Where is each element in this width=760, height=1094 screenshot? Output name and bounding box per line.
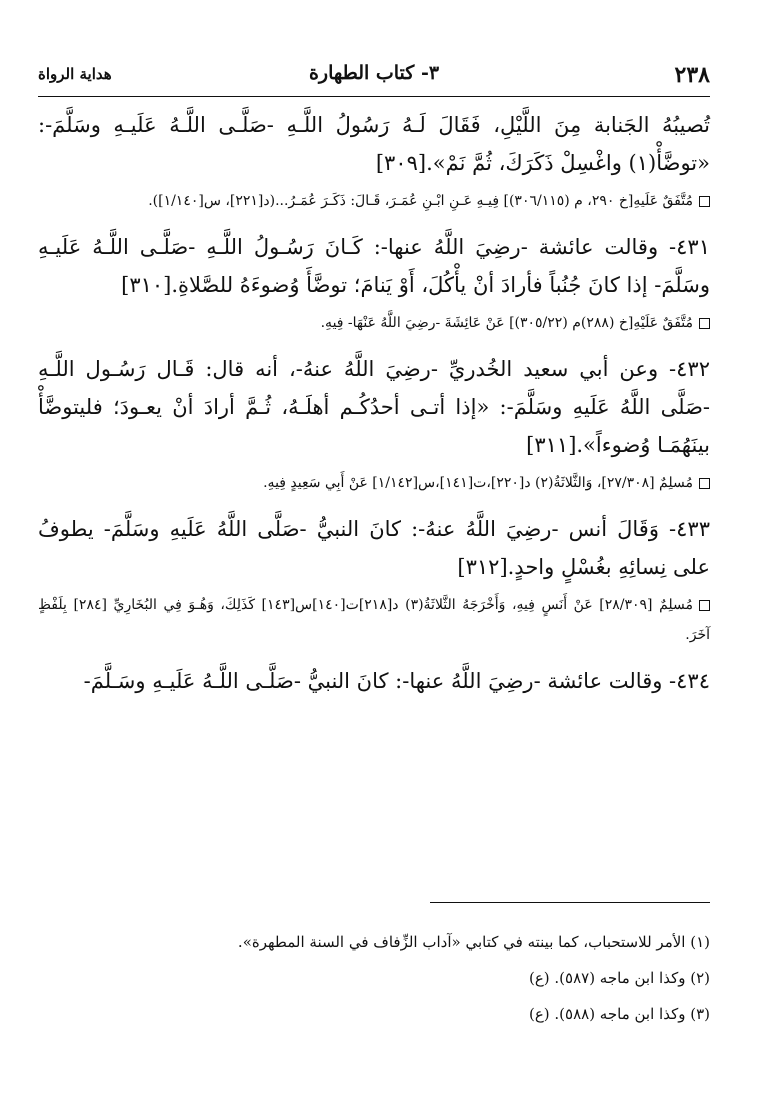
takhrij-text: مُسلِمٌ [٢٨/٣٠٩] عَنْ أَنَسٍ فِيهِ، وَأَخْرَجَهُ الثَّلاثَةُ(٣) د[٢١٨]ت[١٤٠]س[١٤٣] كَذَلِكَ، وَهُـوَ فِي البُخَارِيِّ [٢٨٤] بِلَفْظٍ آخَرَ. — [38, 597, 710, 643]
hadith-paragraph: ٤٣١- وقالت عائشة -رضِيَ اللَّهُ عنها-: كَـانَ رَسُـولُ اللَّـهِ -صَلَّـى اللَّـهُ عَلَيـهِ وسَلَّمَ- إذا كانَ جُنُباً فأرادَ أنْ يأْكُلَ، أَوْ يَنامَ؛ توضَّأَ وُضوءَهُ للصَّلاةِ.[٣١٠] — [38, 235, 710, 297]
checkbox-square-icon — [699, 196, 710, 207]
takhrij-text: مُتَّفَقٌ عَلَيْهِ[خ (٢٨٨)م (٣٠٥/٢٢)] عَنْ عَائِشَةَ -رضِيَ اللَّهُ عَنْهَا- فِيهِ. — [320, 315, 693, 331]
hadith-paragraph: ٤٣٤- وقالت عائشة -رضِيَ اللَّهُ عنها-: كانَ النبيُّ -صَلَّـى اللَّـهُ عَلَيـهِ وسَـلَّمَ- — [83, 669, 710, 693]
hadith-paragraph: ٤٣٣- وَقَالَ أنس -رضِيَ اللَّهُ عنهُ-: كانَ النبيُّ -صَلَّى اللَّهُ عَلَيهِ وسَلَّمَ- يطوفُ على نِسائِهِ بغُسْلٍ واحدٍ.[٣١٢] — [38, 517, 710, 579]
takhrij-note — [38, 468, 710, 498]
page-header — [38, 58, 710, 92]
hadith-paragraph: تُصيبُهُ الجَنابة مِنَ اللَّيْلِ، فَقَالَ لَـهُ رَسُولُ اللَّـهِ -صَلَّـى اللَّـهُ عَلَيـهِ وسَلَّمَ-: «توضَّأْ(١) واغْسِلْ ذَكَرَكَ، ثُمَّ نَمْ».[٣٠٩] — [38, 113, 710, 175]
chapter-title: ٣- كتاب الطهارة — [308, 62, 440, 84]
header-divider — [38, 96, 710, 97]
footnote: (٣) وكذا ابن ماجه (٥٨٨). (ع) — [528, 1005, 710, 1023]
checkbox-square-icon — [699, 600, 710, 611]
checkbox-square-icon — [699, 478, 710, 489]
takhrij-note — [38, 186, 710, 216]
takhrij-note — [38, 308, 710, 338]
checkbox-square-icon — [699, 318, 710, 329]
main-text — [38, 106, 710, 700]
takhrij-note — [38, 590, 710, 650]
takhrij-text: مُسلِمٌ [٢٧/٣٠٨]، وَالثَّلاثَةُ(٢) د[٢٢٠]،ت[١٤١]،س[١/١٤٢] عَنْ أَبِي سَعِيدٍ فِيهِ. — [263, 475, 693, 491]
footnote-divider — [430, 902, 710, 903]
hadith-paragraph: ٤٣٢- وعن أبي سعيد الخُدريِّ -رضِيَ اللَّهُ عنهُ-، أنه قال: قَـال رَسُـول اللَّـهِ -صَلَّى اللَّهُ عَلَيهِ وسَلَّمَ-: «إذا أتـى أحدُكُـم أهلَـهُ، ثُـمَّ أرادَ أنْ يعـودَ؛ فليتوضَّأْ بينَهُمَـا وُضوءاً».[٣١١] — [38, 357, 710, 457]
page-number: ٢٣٨ — [674, 62, 710, 88]
footnote: (١) الأمر للاستحباب، كما بينته في كتابي «آداب الزِّفاف في السنة المطهرة». — [237, 933, 710, 951]
book-title: هداية الرواة — [38, 65, 112, 83]
takhrij-text: مُتَّفَقٌ عَلَيهِ[خ ٢٩٠، م (٣٠٦/١١٥)] فِيـهِ عَـنِ ابْـنِ عُمَـرَ، قَـالَ: ذَكَـرَ عُمَـرُ...(د[٢٢١]، س[١/١٤٠]). — [148, 193, 693, 209]
footnotes — [38, 924, 710, 1032]
footnote: (٢) وكذا ابن ماجه (٥٨٧). (ع) — [528, 969, 710, 987]
